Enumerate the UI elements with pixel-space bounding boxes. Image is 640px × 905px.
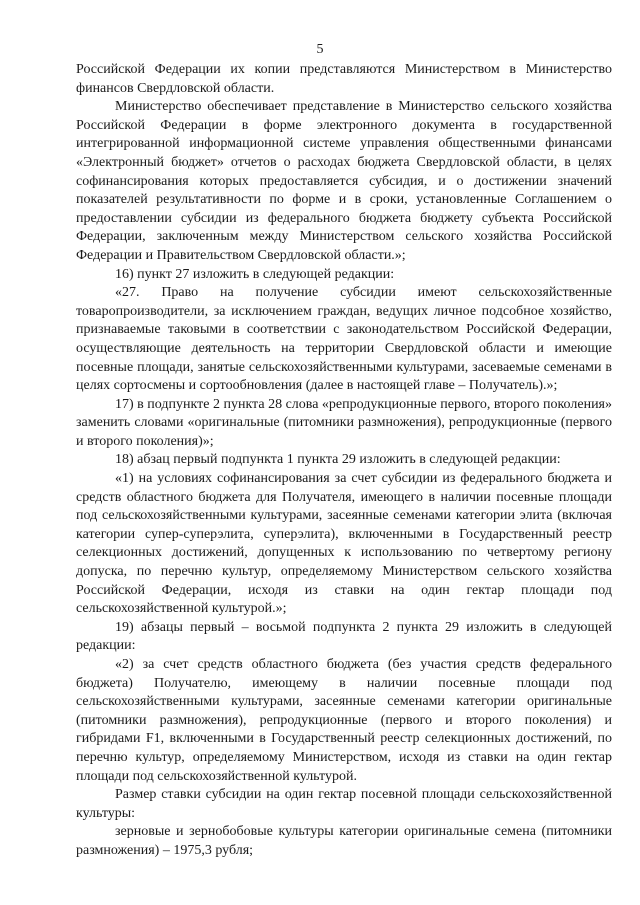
paragraph: Российской Федерации их копии представляются Министерством в Министерство финансов Свердловской области. <box>76 62 612 96</box>
paragraph: «1) на условиях софинансирования за счет субсидии из федерального бюджета и средств областного бюджета для Получателя, имеющего в наличии посевные площади под сельскохозяйственными культурами, засеянные семенами категории элита (включая категории супер-суперэлита, суперэлита), включенными в Государственный реестр селекционных достижений, допущенных к использованию по четвертому региону допуска, по перечню культур, определяемому Министерством сельского хозяйства Российской Федерации, исходя из ставки на один гектар площади под сельскохозяйственной культурой.»; <box>76 471 612 617</box>
paragraph: 17) в подпункте 2 пункта 28 слова «репродукционные первого, второго поколения» заменить словами «оригинальные (питомники размножения), репродукционные (первого и второго поколения)»; <box>76 396 612 449</box>
paragraph: Размер ставки субсидии на один гектар посевной площади сельскохозяйственной культуры: <box>76 787 612 821</box>
paragraph: «27. Право на получение субсидии имеют сельскохозяйственные товаропроизводители, за исключением граждан, ведущих личное подсобное хозяйство, признаваемые таковыми в соответствии с законодательством Российской Федерации, осуществляющие деятельность на территории Свердловской области и имеющие посевные площади, занятые сельскохозяйственными культурами, засеваемые семенами в целях сортосмены и сортообновления (далее в настоящей главе – Получатель).»; <box>76 285 612 394</box>
paragraph: «2) за счет средств областного бюджета (без участия средств федерального бюджета) Получателю, имеющему в наличии посевные площади под сельскохозяйственными культурами, засеянные семенами категории оригинальные (питомники размножения), репродукционные (первого и второго поколения) и гибридами F1, включенными в Государственный реестр селекционных достижений, по перечню культур, определяемому Министерством, исходя из ставки на один гектар площади под сельскохозяйственной культурой. <box>76 657 612 784</box>
paragraph: зерновые и зернобобовые культуры категории оригинальные семена (питомники размножения) – 1975,3 рубля; <box>76 824 612 858</box>
page-number: 5 <box>316 42 324 57</box>
paragraph: 18) абзац первый подпункта 1 пункта 29 изложить в следующей редакции: <box>115 452 561 468</box>
paragraph: 19) абзацы первый – восьмой подпункта 2 пункта 29 изложить в следующей редакции: <box>76 619 612 654</box>
paragraph: Министерство обеспечивает представление в Министерство сельского хозяйства Российской Федерации в форме электронного документа в государственной интегрированной информационной системе управления общественными финансами «Электронный бюджет» отчетов о расходах бюджета Свердловской области, в целях софинансирования которых предоставляется субсидия, и о достижении значений показателей результативности по форме и в сроки, установленные Соглашением о предоставлении субсидии из федерального бюджета бюджету субъекта Российской Федерации, заключенным между Министерством сельского хозяйства Российской Федерации и Правительством Свердловской области.»; <box>76 99 612 263</box>
document-body <box>76 61 612 861</box>
paragraph: 16) пункт 27 изложить в следующей редакции: <box>115 266 395 282</box>
